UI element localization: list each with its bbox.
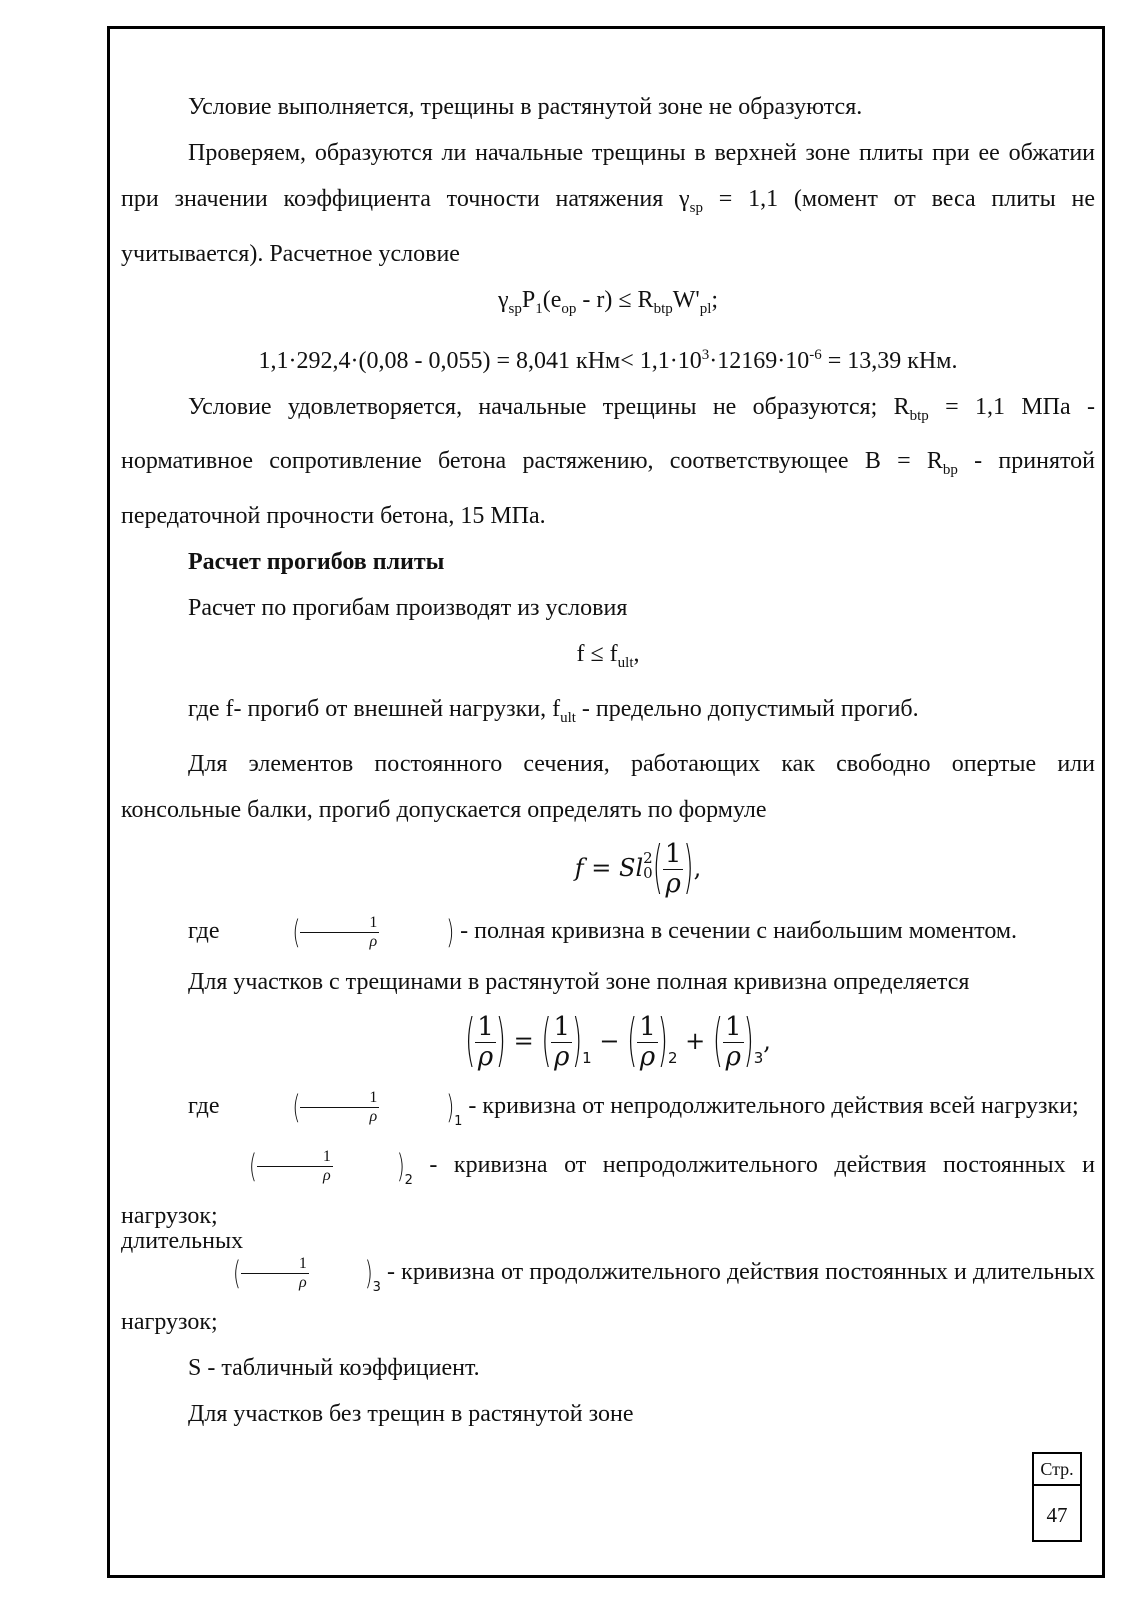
paragraph-table-coefficient: S - табличный коэффициент. [188, 1354, 480, 1381]
paragraph-cracked-zone: Для участков с трещинами в растянутой зоне полная кривизна определяется [188, 968, 970, 995]
paragraph-condition-satisfied: Условие удовлетворяется, начальные трещины не образуются; $R_{btp} = 1,1$ МПа - нормативное сопротивление бетона растяжению, соответствующее $В = R_{bp}$ - принятой передаточной прочности бетона, 15 МПа. [121, 393, 1095, 530]
paragraph-deflection-intro: Расчет по прогибам производят из условия [188, 595, 628, 622]
paragraph-condition-met: Условие выполняется, трещины в растянутой зоне не образуются. [188, 94, 863, 120]
formula-crack-calculation: 1,1·292,4·(0,08 - 0,055) = 8,041 $кНм< 1,1\cdot 10^3\cdot 12169\cdot 10^{-6} = 13,39$ кНм. [258, 346, 958, 374]
paragraph-curvature-2-cont: нагрузок; [121, 1202, 218, 1229]
document-body [121, 84, 1095, 1437]
section-heading: Расчет прогибов плиты [188, 549, 445, 576]
curvature-fraction: $\frac{1}{\rho}$ [664, 839, 682, 899]
paragraph-deflection-definition: где f- прогиб от внешней нагрузки, $f_{ult}$ - предельно допустимый прогиб. [188, 695, 919, 726]
formula-crack-condition: $\gamma_{sp}P_1(e_{op} - r) \le R_{btp}W'_{pl}$; [497, 286, 719, 317]
page-number-stamp [1032, 1452, 1082, 1542]
page-label: Стр. [1034, 1454, 1080, 1486]
formula-deflection-limit: $f \le f_{ult}$, [576, 641, 640, 671]
formula-deflection: f = Sl 2 0 ( $\frac{1}{\rho}$ ), [574, 836, 702, 903]
paragraph-check-cracks: Проверяем, образуются ли начальные трещины в верхней зоне плиты при ее обжатии при значении коэффициента точности натяжения $\gamma_{sp} = 1,1$ (момент от веса плиты не учитывается). Расчетное условие [121, 140, 1096, 267]
paragraph-curvature-2: ( $\frac{1}{\rho}$ )$_2$ - кривизна от непродолжительного действия постоянных и длительных [121, 1147, 1095, 1254]
paragraph-curvature-3-cont: нагрузок; [121, 1308, 218, 1335]
page-number: 47 [1046, 1503, 1068, 1527]
formula-total-curvature: ( $\frac{1}{\rho}$ ) = ( $\frac{1}{\rho}$ )$_1$ − ( $\frac{1}{\rho}$ )$_2$ + ( $\frac{1}{\rho}$ )$_3$, [465, 1009, 771, 1076]
paragraph-curvature-1: где ( $\frac{1}{\rho}$ )$_1$ - кривизна от непродолжительного действия всей нагрузки; [188, 1088, 1079, 1129]
paragraph-full-curvature: где ( $\frac{1}{\rho}$ ) - полная кривизна в сечении с наибольшим моментом. [188, 913, 1018, 952]
paragraph-constant-section: Для элементов постоянного сечения, работающих как свободно опертые или консольные балки, прогиб допускается определять по формуле [121, 750, 1095, 823]
paragraph-curvature-3: ( $\frac{1}{\rho}$ )$_3$ - кривизна от продолжительного действия постоянных и длительных [233, 1254, 1095, 1295]
paragraph-uncracked-zone: Для участков без трещин в растянутой зоне [188, 1400, 634, 1427]
